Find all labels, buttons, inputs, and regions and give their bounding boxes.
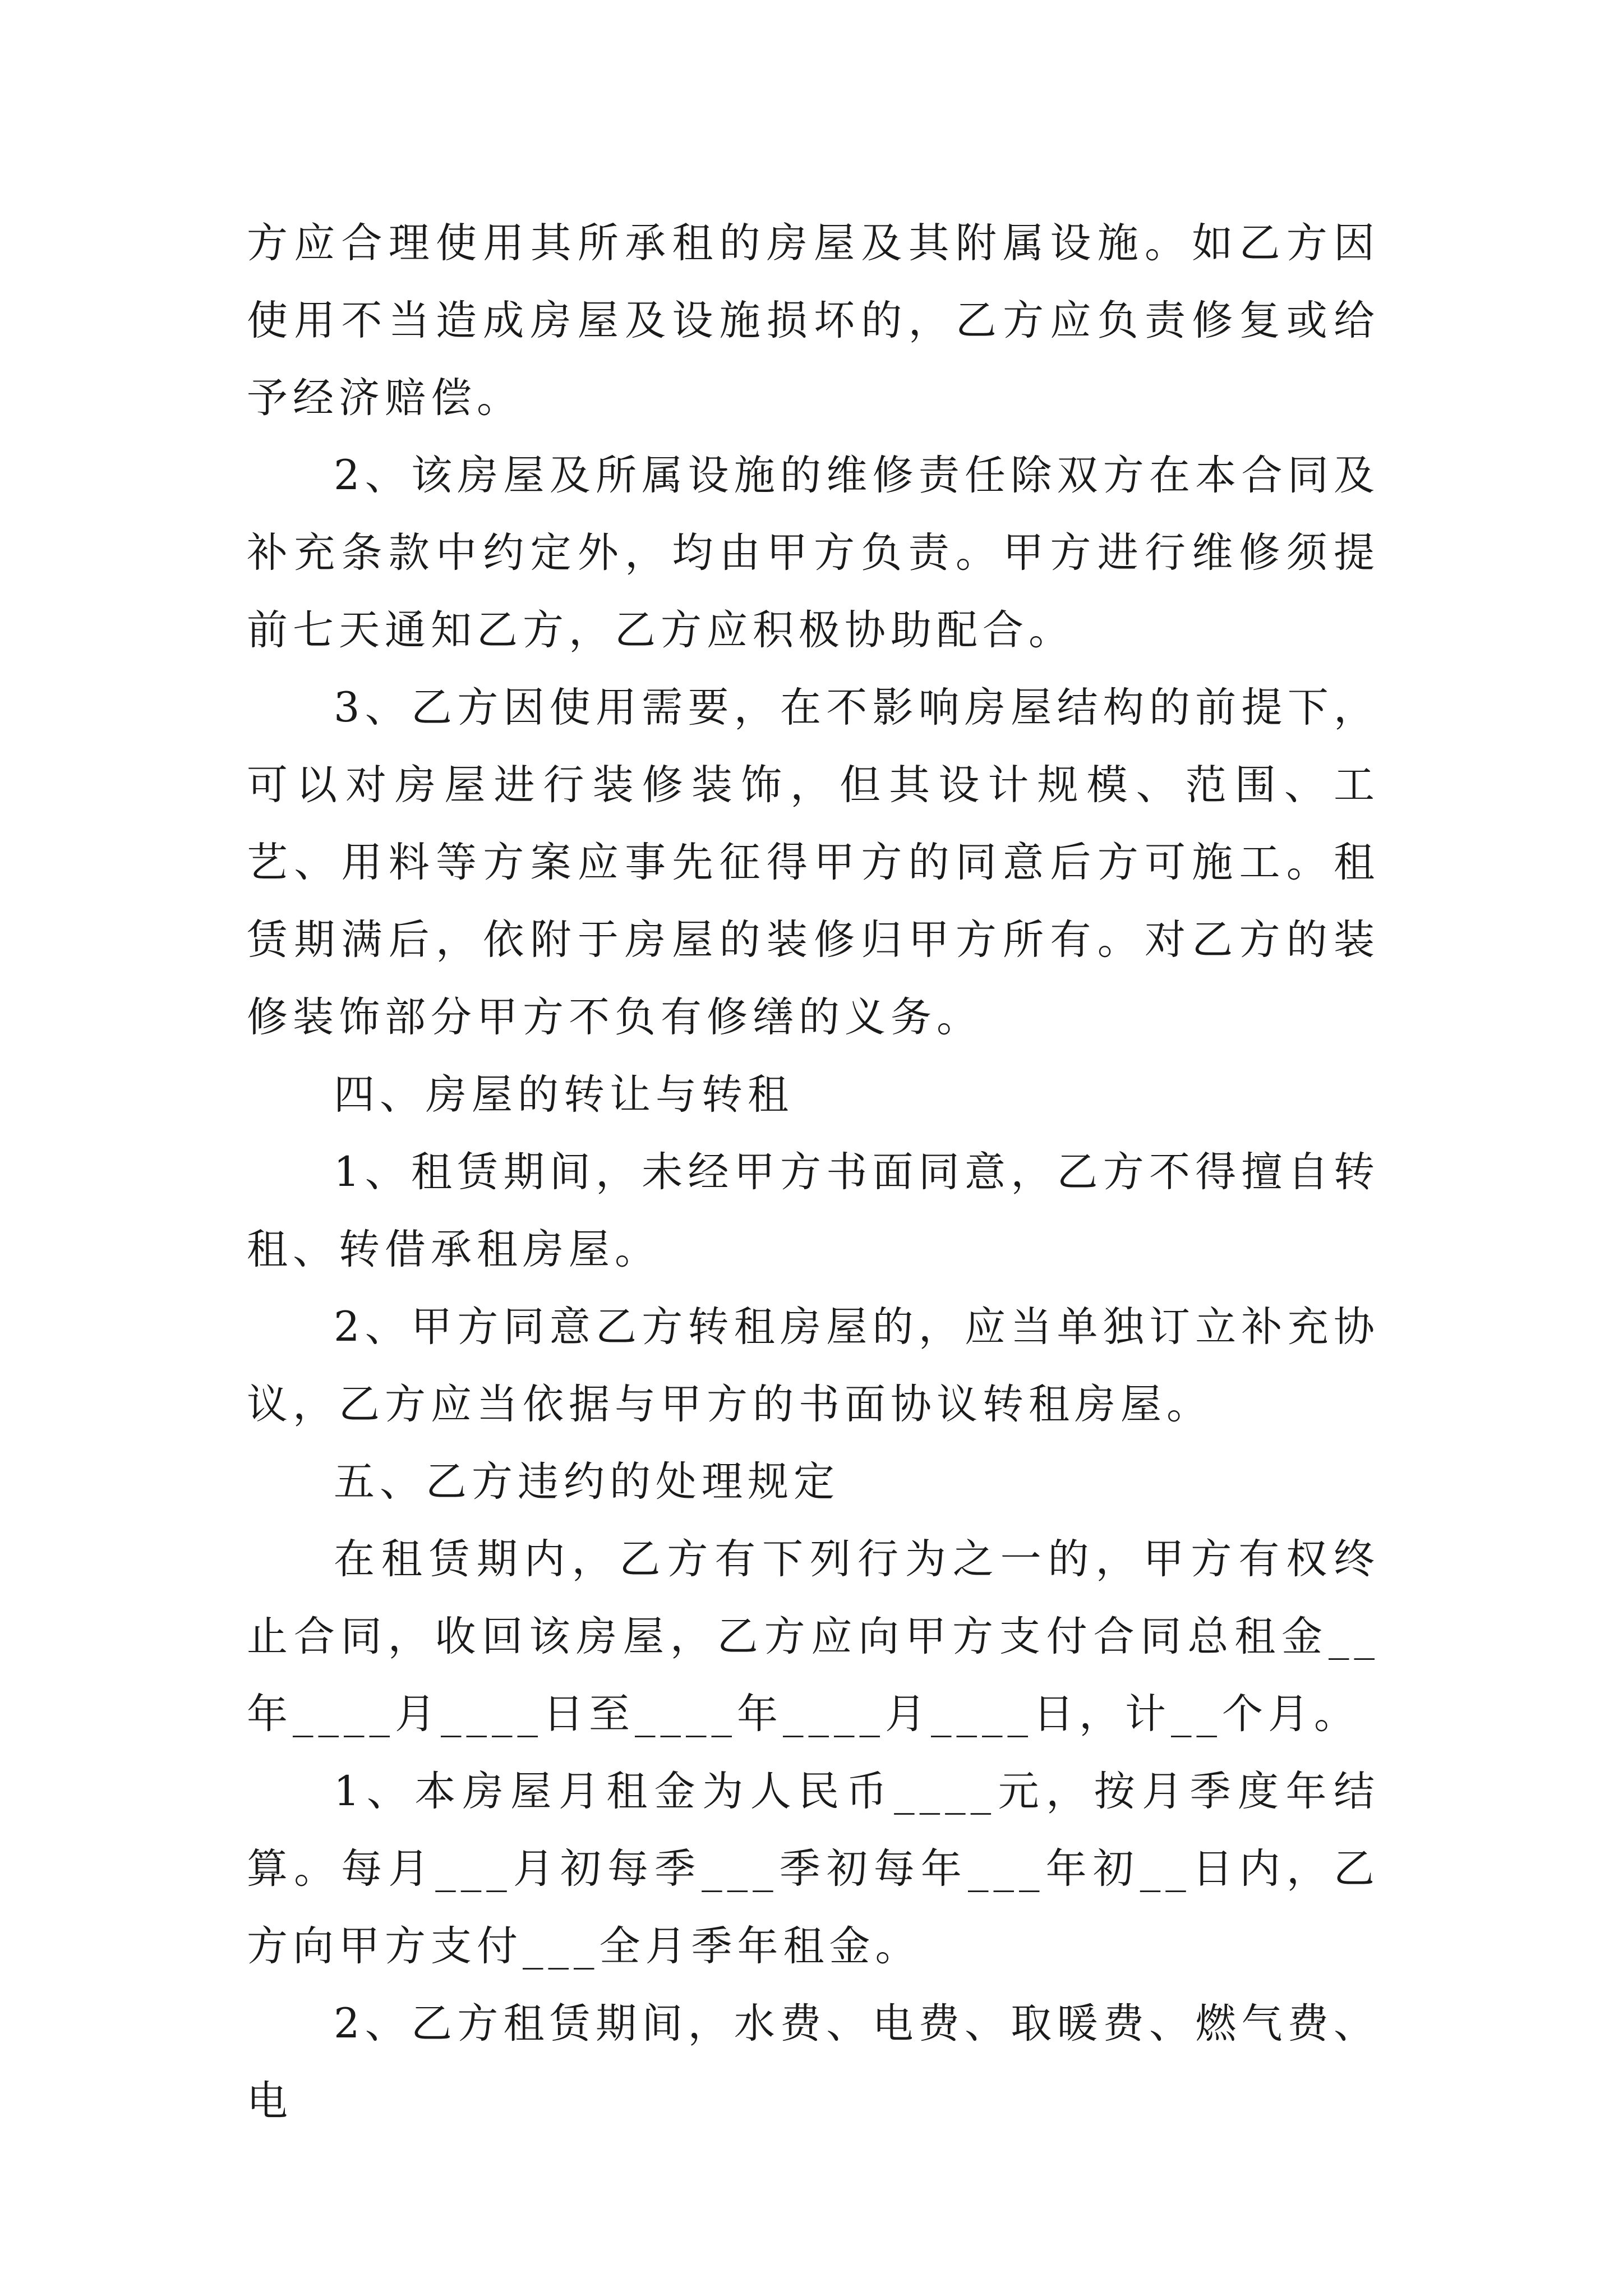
- paragraph-termination: 在租赁期内，乙方有下列行为之一的，甲方有权终止合同，收回该房屋，乙方应向甲方支付合同总租金__年____月____日至____年____月____日，计__个月。: [247, 1535, 1380, 1738]
- paragraph-no-sublease: 1、租赁期间，未经甲方书面同意，乙方不得擅自转租、转借承租房屋。: [247, 1148, 1380, 1273]
- paragraph-decoration: 3、乙方因使用需要，在不影响房屋结构的前提下，可以对房屋进行装修装饰，但其设计规模、范围、工艺、用料等方案应事先征得甲方的同意后方可施工。租赁期满后，依附于房屋的装修归甲方所有。对乙方的装修装饰部分甲方不负有修缮的义务。: [247, 684, 1380, 1041]
- paragraph-sublease-agreement: 2、甲方同意乙方转租房屋的，应当单独订立补充协议，乙方应当依据与甲方的书面协议转租房屋。: [247, 1303, 1380, 1428]
- section-heading-breach: 五、乙方违约的处理规定: [334, 1458, 840, 1506]
- paragraph-utilities: 2、乙方租赁期间，水费、电费、取暖费、燃气费、电: [247, 2000, 1380, 2125]
- section-heading-transfer-sublease: 四、房屋的转让与转租: [334, 1071, 794, 1119]
- paragraph-rent-payment: 1、本房屋月租金为人民币____元，按月季度年结算。每月___月初每季___季初每年___年初__日内，乙方向甲方支付___全月季年租金。: [247, 1768, 1380, 1970]
- document-page: [247, 205, 1380, 2140]
- paragraph-use-of-premises: 方应合理使用其所承租的房屋及其附属设施。如乙方因使用不当造成房屋及设施损坏的，乙方应负责修复或给予经济赔偿。: [247, 219, 1380, 422]
- paragraph-maintenance: 2、该房屋及所属设施的维修责任除双方在本合同及补充条款中约定外，均由甲方负责。甲方进行维修须提前七天通知乙方，乙方应积极协助配合。: [247, 452, 1380, 654]
